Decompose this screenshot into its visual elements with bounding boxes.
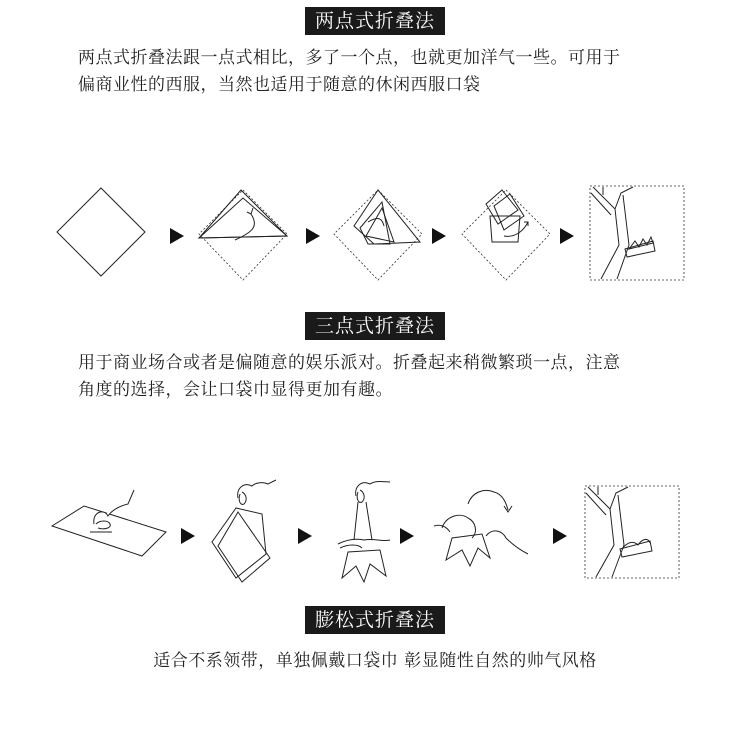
step-hand-gather-icon [330,478,400,586]
step-fold-diagonal-icon [195,186,290,286]
arrow-icon [553,528,567,544]
section-title-two-point: 两点式折叠法 [305,7,445,35]
section-title-three-point: 三点式折叠法 [305,312,445,340]
step-hand-twist-icon [432,484,532,568]
arrow-icon [170,228,184,244]
step-hand-lift-icon [210,478,282,584]
step-fold-corner-2-icon [458,186,553,286]
step-fold-corner-icon [330,186,425,286]
section-desc-two-point: 两点式折叠法跟一点式相比，多了一个点，也就更加洋气一些。可用于 偏商业性的西服，当然也适用于随意的休闲西服口袋 [78,48,621,95]
section-desc-three-point: 用于商业场合或者是偏随意的娱乐派对。折叠起来稍微繁琐一点，注意 角度的选择，会让口袋巾显得更加有趣。 [78,353,621,400]
arrow-icon [432,228,446,244]
arrow-icon [298,528,312,544]
arrow-icon [560,228,574,244]
section-desc-puff: 适合不系领带，单独佩戴口袋巾 彰显随性自然的帅气风格 [153,651,597,671]
arrow-icon [306,228,320,244]
step-jacket-pocket-icon [584,485,680,579]
arrow-icon [400,528,414,544]
two-point-steps [0,180,750,285]
arrow-icon [181,528,195,544]
three-point-steps [0,478,750,588]
step-jacket-pocket-icon [589,185,685,281]
section-title-puff: 膨松式折叠法 [305,606,445,634]
step-square-icon [55,186,147,278]
step-hand-flat-square-icon [50,488,170,560]
